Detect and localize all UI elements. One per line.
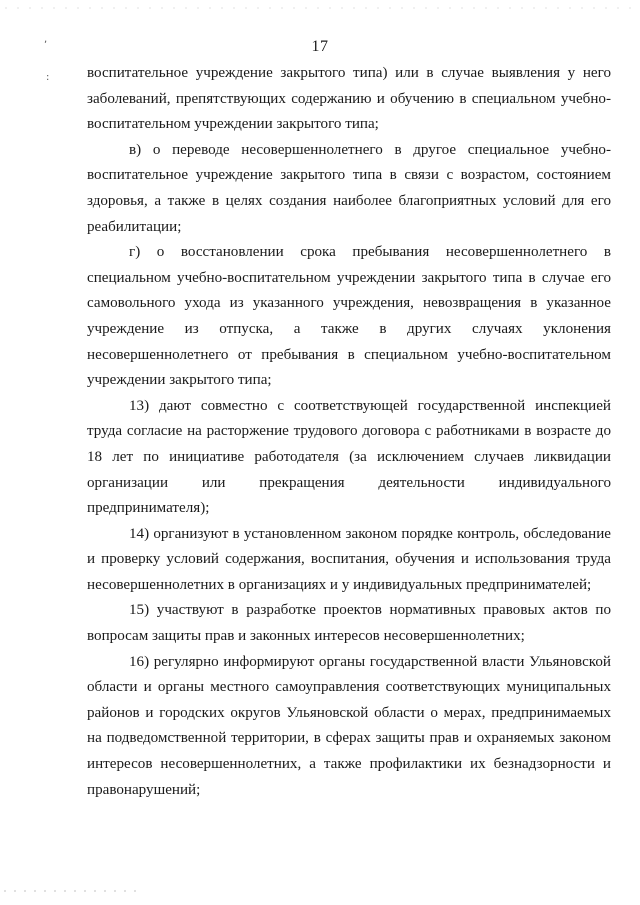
paragraph: 14) организуют в установленном законом порядке контроль, обследование и проверку условий содержания, воспитания, обучения и использования труда несовершеннолетних в организациях и у индивидуальных предпринимателей; xyxy=(87,525,611,593)
paragraph: воспитательное учреждение закрытого типа) или в случае выявления у него заболеваний, препятствующих содержанию и обучению в специальном учебно-воспитательном учреждении закрытого типа; xyxy=(87,65,611,133)
page-number: 17 xyxy=(311,38,329,55)
scan-mark: , xyxy=(44,34,48,45)
paragraph: в) о переводе несовершеннолетнего в другое специальное учебно-воспитательное учреждение закрытого типа в связи с возрастом, состоянием здоровья, а также в целях создания наиболее благоприятных условий для его реабилитации; xyxy=(87,141,611,235)
scan-artifact-top xyxy=(0,6,640,10)
paragraph: 13) дают совместно с соответствующей государственной инспекцией труда согласие на расторжение трудового договора с работниками в возрасте до 18 лет по инициативе работодателя (за исключением случаев ликвидации организации или прекращения деятельности индивидуального предпринимателя); xyxy=(87,397,611,517)
scan-mark: : xyxy=(46,72,50,83)
scan-artifact-bottom xyxy=(0,889,140,893)
paragraph: г) о восстановлении срока пребывания несовершеннолетнего в специальном учебно-воспитательном учреждении закрытого типа в случае его самовольного ухода из указанного учреждения, невозвращения в указанное учреждение из отпуска, а также в других случаях уклонения несовершеннолетнего от пребывания в специальном учебно-воспитательном учреждении закрытого типа; xyxy=(87,244,611,389)
paragraph: 16) регулярно информируют органы государственной власти Ульяновской области и органы местного самоуправления соответствующих муниципальных районов и городских округов Ульяновской области о мерах, предпринимаемых на подведомственной территории, в сферах защиты прав и охраняемых законом интересов несовершеннолетних, а также профилактики их безнадзорности и правонарушений; xyxy=(87,653,611,798)
paragraph: 15) участвуют в разработке проектов нормативных правовых актов по вопросам защиты прав и законных интересов несовершеннолетних; xyxy=(87,602,611,645)
document-body xyxy=(87,61,611,803)
